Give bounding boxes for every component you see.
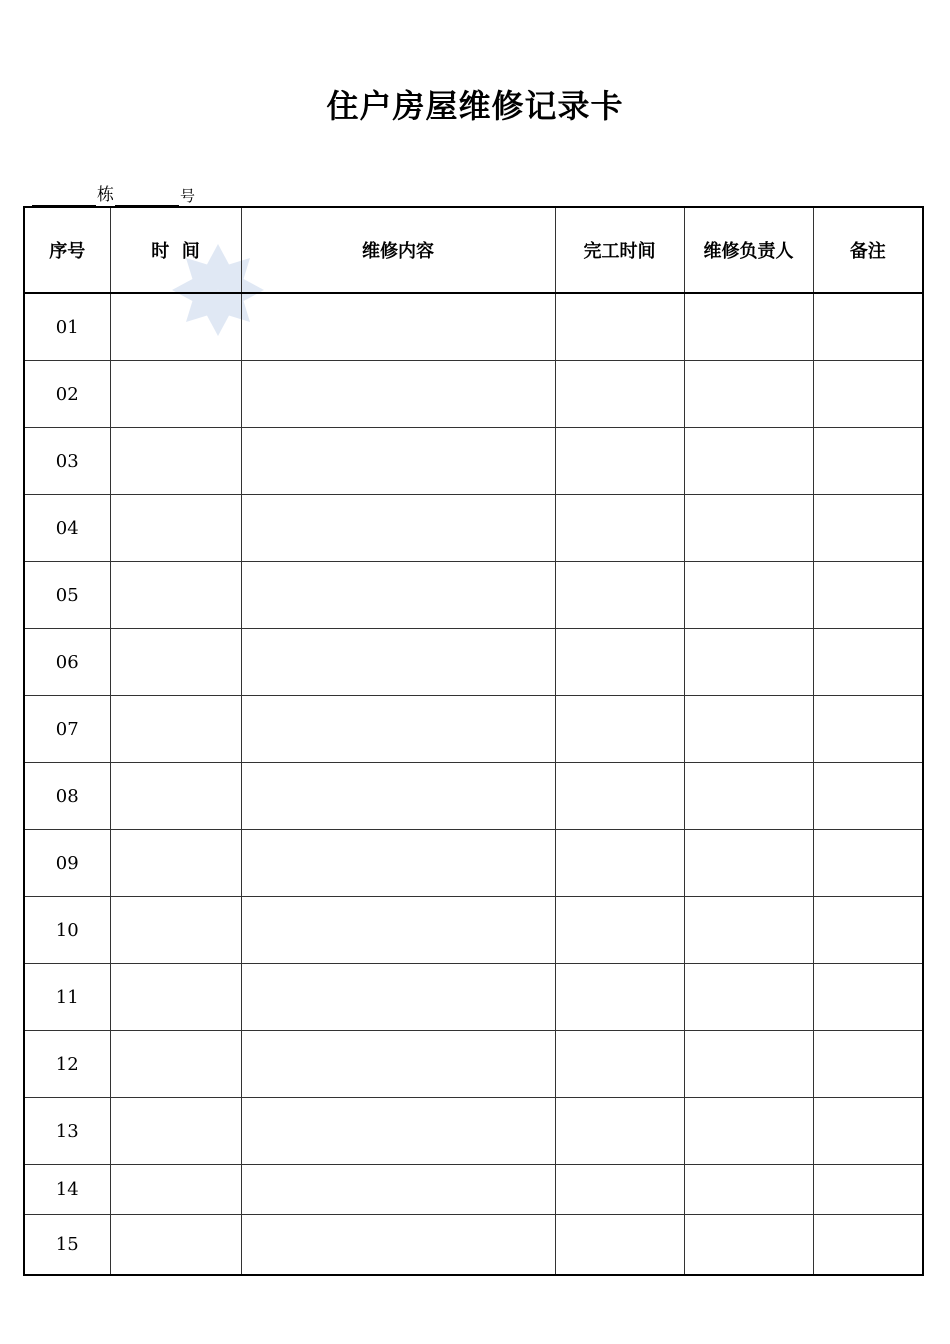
- content-cell[interactable]: [241, 897, 555, 964]
- time-cell[interactable]: [110, 361, 241, 428]
- content-cell[interactable]: [241, 1098, 555, 1165]
- table-row: [24, 629, 923, 696]
- time-cell[interactable]: [110, 897, 241, 964]
- remarks-cell[interactable]: [813, 495, 923, 562]
- time-cell[interactable]: [110, 1215, 241, 1276]
- table-row: [24, 562, 923, 629]
- number-label: 号: [180, 187, 196, 205]
- content-cell[interactable]: [241, 428, 555, 495]
- completion-cell[interactable]: [555, 1031, 684, 1098]
- completion-cell[interactable]: [555, 897, 684, 964]
- table-row: [24, 428, 923, 495]
- time-cell[interactable]: [110, 562, 241, 629]
- content-cell[interactable]: [241, 696, 555, 763]
- manager-cell[interactable]: [684, 964, 813, 1031]
- seq-cell: 09: [24, 830, 110, 897]
- completion-cell[interactable]: [555, 1165, 684, 1215]
- content-cell[interactable]: [241, 629, 555, 696]
- table-row: [24, 696, 923, 763]
- table-row: [24, 763, 923, 830]
- time-cell[interactable]: [110, 1165, 241, 1215]
- table-row: [24, 1031, 923, 1098]
- remarks-cell[interactable]: [813, 830, 923, 897]
- seq-cell: 03: [24, 428, 110, 495]
- seq-cell: 15: [24, 1215, 110, 1276]
- document-title: 住户房屋维修记录卡: [326, 87, 624, 125]
- manager-cell[interactable]: [684, 361, 813, 428]
- remarks-cell[interactable]: [813, 361, 923, 428]
- completion-cell[interactable]: [555, 1098, 684, 1165]
- seq-cell: 14: [24, 1165, 110, 1215]
- remarks-cell[interactable]: [813, 763, 923, 830]
- table-row: [24, 897, 923, 964]
- time-cell[interactable]: [110, 1031, 241, 1098]
- table-row: [24, 293, 923, 361]
- remarks-cell[interactable]: [813, 1165, 923, 1215]
- content-cell[interactable]: [241, 830, 555, 897]
- content-cell[interactable]: [241, 1165, 555, 1215]
- maintenance-record-table: [23, 206, 924, 1276]
- header-seq: 序号: [24, 207, 110, 293]
- manager-cell[interactable]: [684, 293, 813, 361]
- remarks-cell[interactable]: [813, 1031, 923, 1098]
- building-blank[interactable]: [32, 183, 96, 206]
- table-row: [24, 1215, 923, 1276]
- time-cell[interactable]: [110, 1098, 241, 1165]
- table-row: [24, 1165, 923, 1215]
- seq-cell: 10: [24, 897, 110, 964]
- completion-cell[interactable]: [555, 763, 684, 830]
- header-completion-time: 完工时间: [555, 207, 684, 293]
- time-cell[interactable]: [110, 629, 241, 696]
- building-label: 栋: [97, 185, 114, 205]
- content-cell[interactable]: [241, 495, 555, 562]
- seq-cell: 07: [24, 696, 110, 763]
- seq-cell: 05: [24, 562, 110, 629]
- completion-cell[interactable]: [555, 293, 684, 361]
- seq-cell: 12: [24, 1031, 110, 1098]
- content-cell[interactable]: [241, 562, 555, 629]
- content-cell[interactable]: [241, 293, 555, 361]
- table-row: [24, 495, 923, 562]
- remarks-cell[interactable]: [813, 293, 923, 361]
- manager-cell[interactable]: [684, 696, 813, 763]
- seq-cell: 11: [24, 964, 110, 1031]
- remarks-cell[interactable]: [813, 964, 923, 1031]
- manager-cell[interactable]: [684, 830, 813, 897]
- time-cell[interactable]: [110, 763, 241, 830]
- seq-cell: 13: [24, 1098, 110, 1165]
- remarks-cell[interactable]: [813, 428, 923, 495]
- header-repair-content: 维修内容: [241, 207, 555, 293]
- seq-cell: 04: [24, 495, 110, 562]
- table-header-row: [24, 207, 923, 293]
- manager-cell[interactable]: [684, 1098, 813, 1165]
- time-cell[interactable]: [110, 696, 241, 763]
- content-cell[interactable]: [241, 1031, 555, 1098]
- content-cell[interactable]: [241, 1215, 555, 1276]
- seq-cell: 06: [24, 629, 110, 696]
- time-cell[interactable]: [110, 428, 241, 495]
- manager-cell[interactable]: [684, 562, 813, 629]
- remarks-cell[interactable]: [813, 1098, 923, 1165]
- content-cell[interactable]: [241, 964, 555, 1031]
- manager-cell[interactable]: [684, 1215, 813, 1276]
- completion-cell[interactable]: [555, 495, 684, 562]
- time-cell[interactable]: [110, 293, 241, 361]
- completion-cell[interactable]: [555, 1215, 684, 1276]
- manager-cell[interactable]: [684, 897, 813, 964]
- completion-cell[interactable]: [555, 562, 684, 629]
- remarks-cell[interactable]: [813, 696, 923, 763]
- completion-cell[interactable]: [555, 696, 684, 763]
- unit-number-blank[interactable]: [115, 183, 179, 206]
- content-cell[interactable]: [241, 763, 555, 830]
- seq-cell: 02: [24, 361, 110, 428]
- manager-cell[interactable]: [684, 428, 813, 495]
- building-number-line: [32, 178, 196, 206]
- seq-cell: 08: [24, 763, 110, 830]
- time-cell[interactable]: [110, 830, 241, 897]
- manager-cell[interactable]: [684, 495, 813, 562]
- remarks-cell[interactable]: [813, 562, 923, 629]
- table-row: [24, 830, 923, 897]
- manager-cell[interactable]: [684, 1031, 813, 1098]
- seq-cell: 01: [24, 293, 110, 361]
- table-row: [24, 1098, 923, 1165]
- table-row: [24, 361, 923, 428]
- completion-cell[interactable]: [555, 629, 684, 696]
- header-repair-manager: 维修负责人: [684, 207, 813, 293]
- remarks-cell[interactable]: [813, 629, 923, 696]
- header-time: 时 间: [110, 207, 241, 293]
- completion-cell[interactable]: [555, 361, 684, 428]
- remarks-cell[interactable]: [813, 897, 923, 964]
- completion-cell[interactable]: [555, 964, 684, 1031]
- content-cell[interactable]: [241, 361, 555, 428]
- manager-cell[interactable]: [684, 629, 813, 696]
- manager-cell[interactable]: [684, 1165, 813, 1215]
- time-cell[interactable]: [110, 964, 241, 1031]
- completion-cell[interactable]: [555, 830, 684, 897]
- time-cell[interactable]: [110, 495, 241, 562]
- table-row: [24, 964, 923, 1031]
- manager-cell[interactable]: [684, 763, 813, 830]
- remarks-cell[interactable]: [813, 1215, 923, 1276]
- header-remarks: 备注: [813, 207, 923, 293]
- completion-cell[interactable]: [555, 428, 684, 495]
